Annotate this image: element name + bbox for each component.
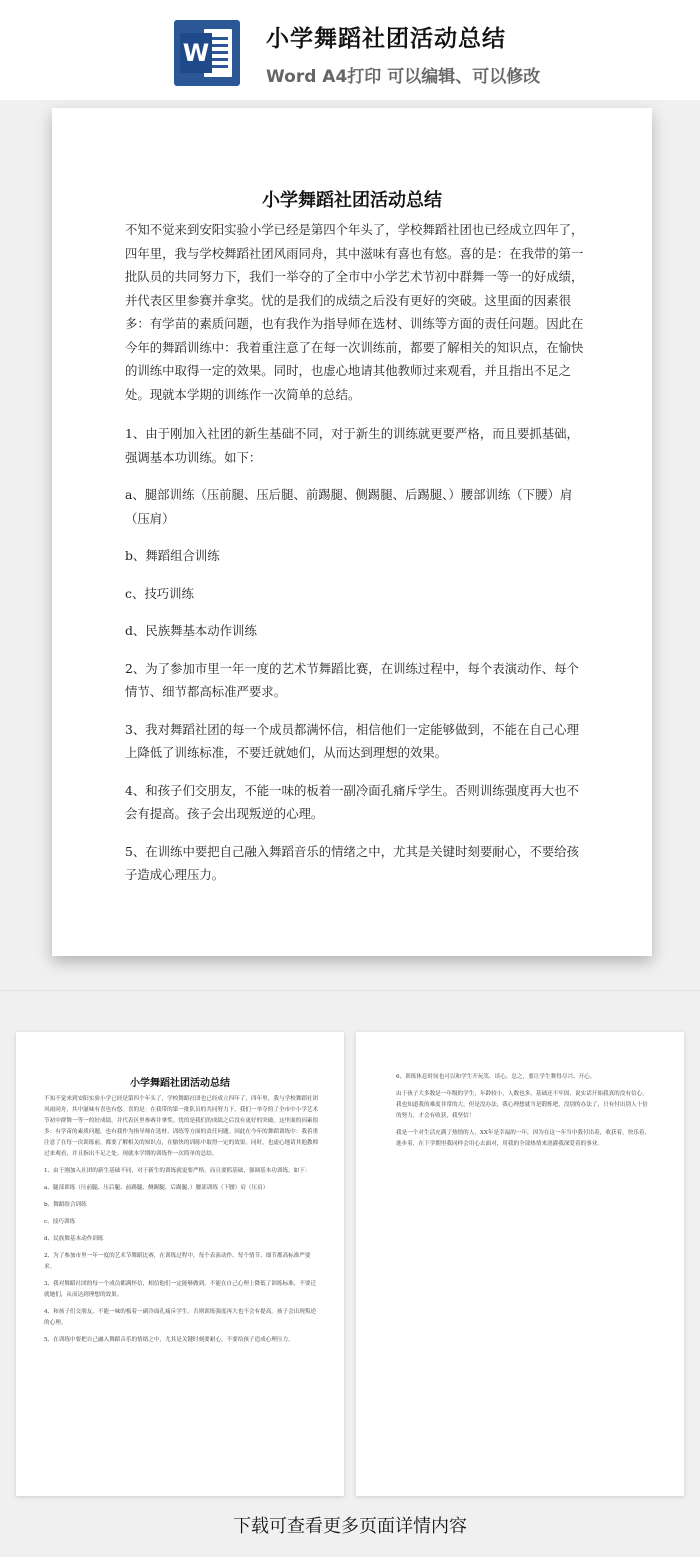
document-paragraph: a、腿部训练（压前腿、压后腿、前踢腿、侧踢腿、后踢腿、）腰部训练（下腰）肩（压肩） (125, 487, 573, 526)
thumbnail-page-1[interactable] (16, 1032, 344, 1496)
download-more-link[interactable]: 下载可查看更多页面详情内容 (233, 1516, 467, 1537)
document-preview-page (52, 108, 652, 956)
document-paragraph: 4、和孩子们交朋友，不能一味的板着一副冷面孔痛斥学生。否则训练强度再大也不会有提高。孩子会出现叛逆的心理。 (125, 782, 579, 821)
document-paragraph: d、民族舞基本动作训练 (125, 623, 257, 638)
thumbnail-paragraph: 5、在训练中要把自己融入舞蹈音乐的情绪之中，尤其是关键时刻要耐心，不要给孩子造成心理压力。 (44, 1337, 294, 1343)
thumbnail-paragraph: 3、我对舞蹈社团的每一个成员都满怀信，相信他们一定能够做到，不能在自己心理上降低了训练标准，不要迁就她们，从而达到理想的效果。 (44, 1281, 317, 1298)
document-paragraph: b、舞蹈组合训练 (125, 548, 220, 563)
word-letter: W (180, 33, 212, 73)
document-paragraph: 1、由于刚加入社团的新生基础不同，对于新生的训练就更要严格，而且要抓基础，强调基本功训练。如下： (125, 426, 579, 465)
thumbnail-paragraph: c、技巧训练 (44, 1219, 76, 1225)
thumbnail-body (44, 1094, 320, 1352)
thumbnail-page-2[interactable] (356, 1032, 684, 1496)
thumbnail-paragraph: 1、由于刚加入社团的新生基础不同，对于新生的训练就更要严格，而且要抓基础，强调基本功训练。如下： (44, 1168, 311, 1174)
document-title: 小学舞蹈社团活动总结 (262, 190, 442, 211)
thumbnail-paragraph: a、腿部训练（压前腿、压后腿、前踢腿、侧踢腿、后踢腿、）腰部训练（下腰）肩（压肩） (44, 1185, 269, 1191)
document-paragraph: 不知不觉来到安阳实验小学已经是第四个年头了，学校舞蹈社团也已经成立四年了，四年里，我与学校舞蹈社团风雨同舟，其中滋味有喜也有悠。喜的是：在我带的第一批队员的共同努力下，我们一举夺的了全市中小学艺术节初中群舞一等一的好成绩，并代表区里参赛并拿奖。忧的是我们的成绩之后没有更好的突破。这里面的因素很多：有学苗的素质问题，也有我作为指导师在选材、训练等方面的责任问题。因此在今年的舞蹈训练中：我着重注意了在每一次训练前，都要了解相关的知识点，在愉快的训练中取得一定的效果。同时，也虚心地请其他教师过来观看，并且指出不足之处。现就本学期的训练作一次简单的总结。 (125, 222, 584, 402)
thumbnail-paragraph: 由于孩子大多数是一年级的学生，年龄较小，人数也多，基础还不牢固，说实话开始我真的没有信心，我也知道我的难度非常的大，但是没办法，我心理想就当是锻炼吧，没别的办法了，只有付出别人十倍的努力，才会有收获，我坚信！ (396, 1091, 648, 1119)
header-banner (0, 0, 700, 100)
thumbnail-title: 小学舞蹈社团活动总结 (130, 1078, 230, 1089)
section-divider (0, 990, 700, 991)
thumbnail-paragraph: b、舞蹈组合训练 (44, 1202, 87, 1208)
document-paragraph: 2、为了参加市里一年一度的艺术节舞蹈比赛，在训练过程中，每个表演动作、每个情节、细节都高标准严要求。 (125, 660, 579, 699)
document-body (125, 218, 585, 901)
header-title: 小学舞蹈社团活动总结 (266, 26, 506, 52)
thumbnail-paragraph: 不知不觉来到安阳实验小学已经是第四个年头了，学校舞蹈社团也已经成立四年了，四年里，我与学校舞蹈社团风雨同舟，其中滋味有喜也有悠。喜的是：在我带的第一批队员的共同努力下，我们一举夺的了全市中小学艺术节初中群舞一等一的好成绩，并代表区里参赛并拿奖。忧的是我们的成绩之后没有更好的突破。这里面的因素很多：有学苗的素质问题，也有我作为指导师在选材、训练等方面的责任问题。因此在今年的舞蹈训练中：我着重注意了在每一次训练前，都要了解相关的知识点，在愉快的训练中取得一定的效果。同时，也虚心地请其他教师过来观看，并且指出不足之处。现就本学期的训练作一次简单的总结。 (44, 1096, 319, 1157)
document-paragraph: c、技巧训练 (125, 585, 194, 601)
thumbnail-paragraph: d、民族舞基本动作训练 (44, 1236, 104, 1242)
thumbnail-paragraph: 6、训练休息时间也可以和学生开玩笑、谈心，总之，要让学生舞得尽兴、开心。 (396, 1074, 596, 1080)
document-paragraph: 3、我对舞蹈社团的每一个成员都满怀信，相信他们一定能够做到，不能在自己心理上降低了训练标准，不要迁就她们，从而达到理想的效果。 (125, 721, 579, 760)
thumbnail-paragraph: 2、为了参加市里一年一度的艺术节舞蹈比赛，在训练过程中，每个表演动作、每个情节、细节都高标准严要求。 (44, 1253, 311, 1270)
thumbnail-paragraph: 我是一个对生活充满了热情的人，XX年是幸福的一年，因为在这一年当中我付出着，收获着，快乐着，進步着，在下学期里我同样会用心去面对，用我的全部热情来浇灌我深爱着的事业。 (396, 1130, 651, 1147)
document-paragraph: 5、在训练中要把自己融入舞蹈音乐的情绪之中，尤其是关键时刻要耐心，不要给孩子造成心理压力。 (125, 843, 579, 882)
thumbnail-body (396, 1072, 652, 1156)
header-subtitle: Word A4打印 可以编辑、可以修改 (266, 67, 541, 87)
thumbnail-paragraph: 4、和孩子们交朋友，不能一味的板着一副冷面孔痛斥学生。否则训练强度再大也不会有提高。孩子会出现叛逆的心理。 (44, 1309, 317, 1326)
word-document-icon (174, 20, 240, 86)
